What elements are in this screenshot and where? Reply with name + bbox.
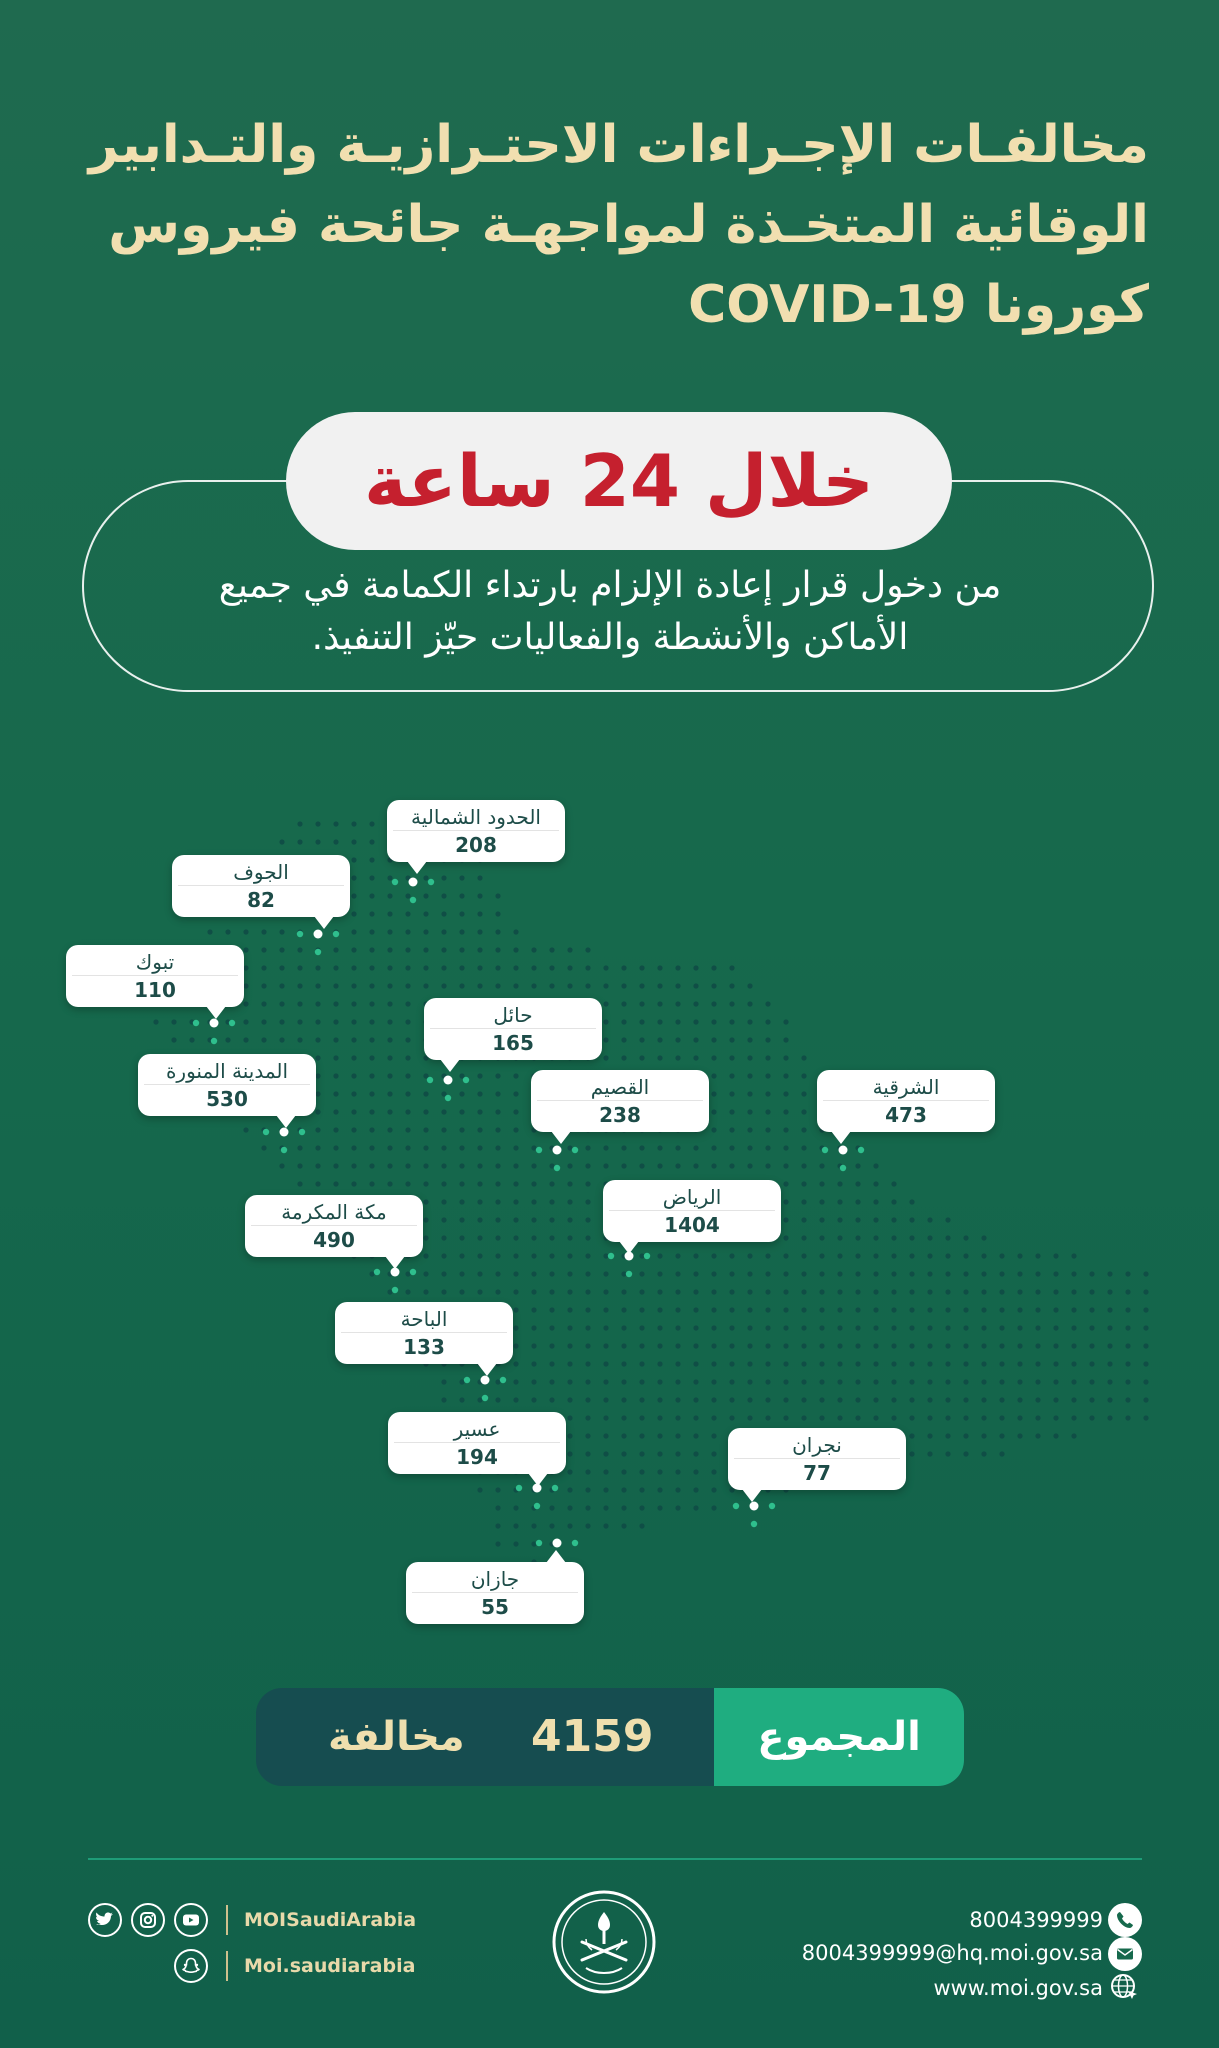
region-label: [424, 998, 602, 1060]
region-value: 133: [403, 1335, 445, 1359]
phone-icon: [1108, 1903, 1142, 1937]
region-value: 77: [803, 1461, 831, 1485]
region-value: 82: [247, 888, 275, 912]
footer-separator: [226, 1951, 228, 1981]
region-value: 473: [885, 1103, 927, 1127]
region-name: الباحة: [400, 1307, 448, 1331]
region-label: [817, 1070, 995, 1132]
headline-body: من دخول قرار إعادة الإلزام بارتداء الكمامة في جميع الأماكن والأنشطة والفعاليات حيّز التنفيذ.: [218, 565, 1002, 658]
region-label: [387, 800, 565, 862]
footer-separator: [226, 1905, 228, 1935]
region-name: تبوك: [135, 950, 175, 974]
youtube-icon[interactable]: [174, 1903, 208, 1937]
social-handle[interactable]: MOISaudiArabia: [244, 1909, 417, 1931]
region-value: 530: [206, 1087, 248, 1111]
email-address[interactable]: 8004399999@hq.moi.gov.sa: [801, 1941, 1103, 1965]
twitter-icon[interactable]: [88, 1903, 122, 1937]
region-name: جازان: [470, 1567, 520, 1591]
region-value: 165: [492, 1031, 534, 1055]
title-line-1: مخالفـات الإجـراءات الاحتـرازيـة والتـدابير: [88, 115, 1149, 175]
phone-number[interactable]: 8004399999: [969, 1908, 1103, 1932]
region-label: [172, 855, 350, 917]
title-line-3: كورونا COVID-19: [688, 275, 1149, 335]
snapchat-icon[interactable]: [174, 1949, 208, 1983]
region-name: حائل: [493, 1003, 533, 1027]
total-bar: [256, 1688, 964, 1786]
footer-divider: [88, 1858, 1142, 1860]
region-label: [138, 1054, 316, 1116]
region-label: [335, 1302, 513, 1364]
region-name: المدينة المنورة: [165, 1059, 289, 1083]
region-name: الحدود الشمالية: [411, 805, 541, 829]
snapchat-handle[interactable]: Moi.saudiarabia: [244, 1955, 416, 1977]
region-name: نجران: [792, 1433, 842, 1457]
region-name: الرياض: [662, 1185, 722, 1209]
region-value: 238: [599, 1103, 641, 1127]
region-value: 208: [455, 833, 497, 857]
region-label: [245, 1195, 423, 1257]
region-value: 110: [134, 978, 176, 1002]
region-label: [728, 1428, 906, 1490]
web-icon: [1108, 1971, 1142, 2005]
title-line-2: الوقائية المتخـذة لمواجهـة جائحة فيروس: [108, 195, 1149, 255]
region-value: 490: [313, 1228, 355, 1252]
region-label: [603, 1180, 781, 1242]
region-name: الجوف: [233, 860, 289, 884]
region-name: الشرقية: [872, 1075, 940, 1099]
region-label: [406, 1562, 584, 1624]
website-url[interactable]: www.moi.gov.sa: [933, 1976, 1103, 2000]
region-value: 55: [481, 1595, 509, 1619]
emblem-icon: [552, 1890, 656, 1994]
total-label: المجموع: [714, 1688, 964, 1786]
total-unit: مخالفة: [328, 1714, 465, 1760]
total-value: 4159: [531, 1711, 654, 1762]
region-name: مكة المكرمة: [281, 1200, 387, 1224]
region-value: 1404: [664, 1213, 720, 1237]
instagram-icon[interactable]: [131, 1903, 165, 1937]
headline-period: خلال 24 ساعة: [286, 412, 952, 550]
region-value: 194: [456, 1445, 498, 1469]
region-label: [531, 1070, 709, 1132]
region-name: القصيم: [590, 1075, 650, 1099]
region-name: عسير: [453, 1417, 501, 1441]
region-label: [66, 945, 244, 1007]
email-icon: [1108, 1937, 1142, 1971]
region-label: [388, 1412, 566, 1474]
